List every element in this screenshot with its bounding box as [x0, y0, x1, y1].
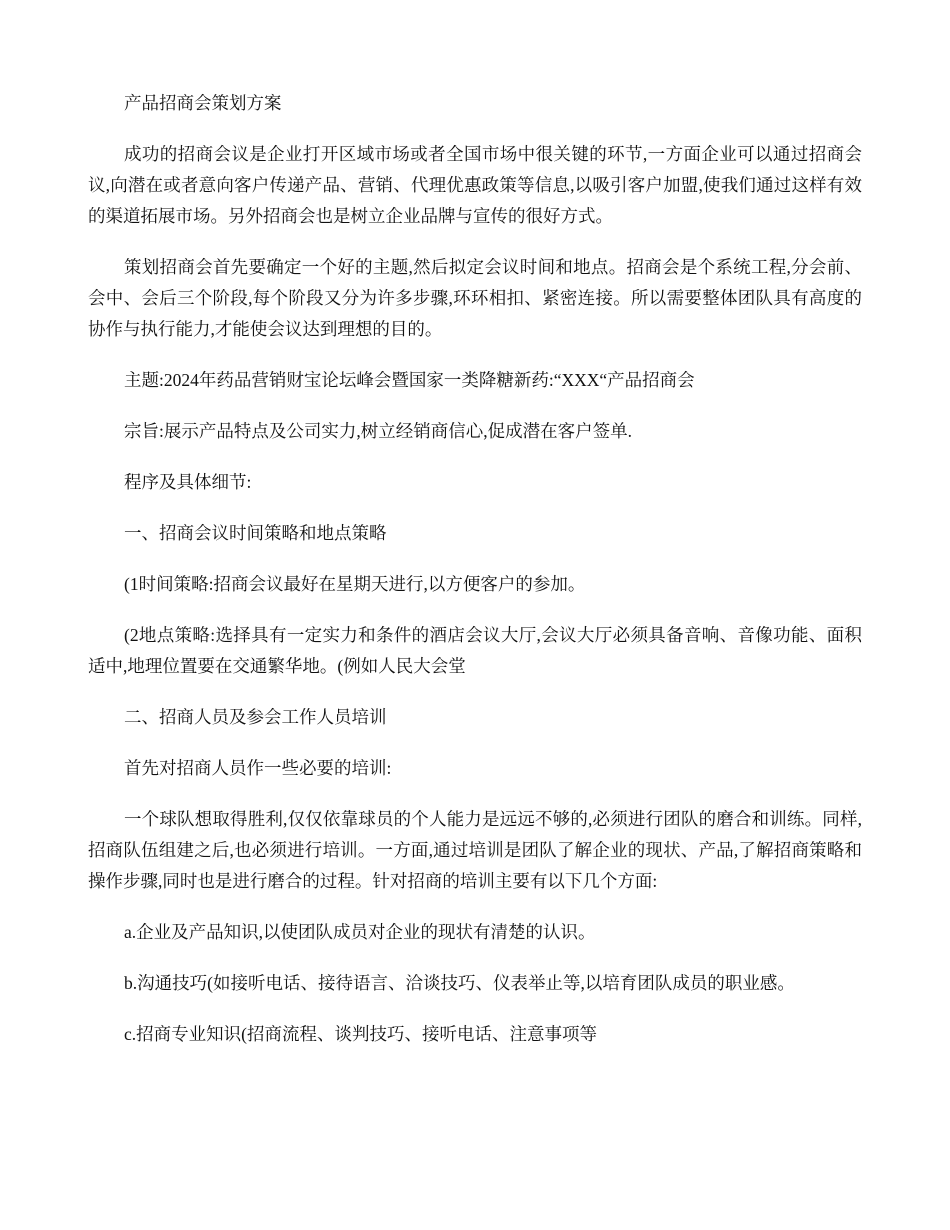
section-heading-1: 一、招商会议时间策略和地点策略 [124, 523, 387, 543]
paragraph-intro: 成功的招商会议是企业打开区域市场或者全国市场中很关键的环节,一方面企业可以通过招商会议,向潜在或者意向客户传递产品、营销、代理优惠政策等信息,以吸引客户加盟,使我们通过这样有效的渠道拓展市场。另外招商会也是树立企业品牌与宣传的很好方式。 [88, 144, 862, 226]
paragraph-purpose: 宗旨:展示产品特点及公司实力,树立经销商信心,促成潜在客户签单. [124, 421, 632, 441]
paragraph-procedure: 程序及具体细节: [124, 472, 252, 492]
paragraph-training-intro: 首先对招商人员作一些必要的培训: [124, 758, 392, 778]
list-item-c: c.招商专业知识(招商流程、谈判技巧、接听电话、注意事项等 [124, 1024, 597, 1044]
section-heading-2: 二、招商人员及参会工作人员培训 [124, 707, 387, 727]
paragraph-planning: 策划招商会首先要确定一个好的主题,然后拟定会议时间和地点。招商会是个系统工程,分会前、会中、会后三个阶段,每个阶段又分为许多步骤,环环相扣、紧密连接。所以需要整体团队具有高度的协作与执行能力,才能使会议达到理想的目的。 [88, 257, 862, 339]
document-page [88, 88, 862, 1070]
paragraph-team-analogy: 一个球队想取得胜利,仅仅依靠球员的个人能力是远远不够的,必须进行团队的磨合和训练。同样,招商队伍组建之后,也必须进行培训。一方面,通过培训是团队了解企业的现状、产品,了解招商策略和操作步骤,同时也是进行磨合的过程。针对招商的培训主要有以下几个方面: [88, 809, 862, 891]
document-title: 产品招商会策划方案 [124, 93, 282, 113]
paragraph-location-strategy: (2地点策略:选择具有一定实力和条件的酒店会议大厅,会议大厅必须具备音响、音像功能、面积适中,地理位置要在交通繁华地。(例如人民大会堂 [88, 625, 862, 676]
paragraph-theme: 主题:2024年药品营销财宝论坛峰会暨国家一类降糖新药:“XXX“产品招商会 [124, 370, 695, 390]
list-item-b: b.沟通技巧(如接听电话、接待语言、洽谈技巧、仪表举止等,以培育团队成员的职业感。 [124, 973, 795, 993]
paragraph-time-strategy: (1时间策略:招商会议最好在星期天进行,以方便客户的参加。 [124, 574, 586, 594]
list-item-a: a.企业及产品知识,以使团队成员对企业的现状有清楚的认识。 [124, 922, 596, 942]
